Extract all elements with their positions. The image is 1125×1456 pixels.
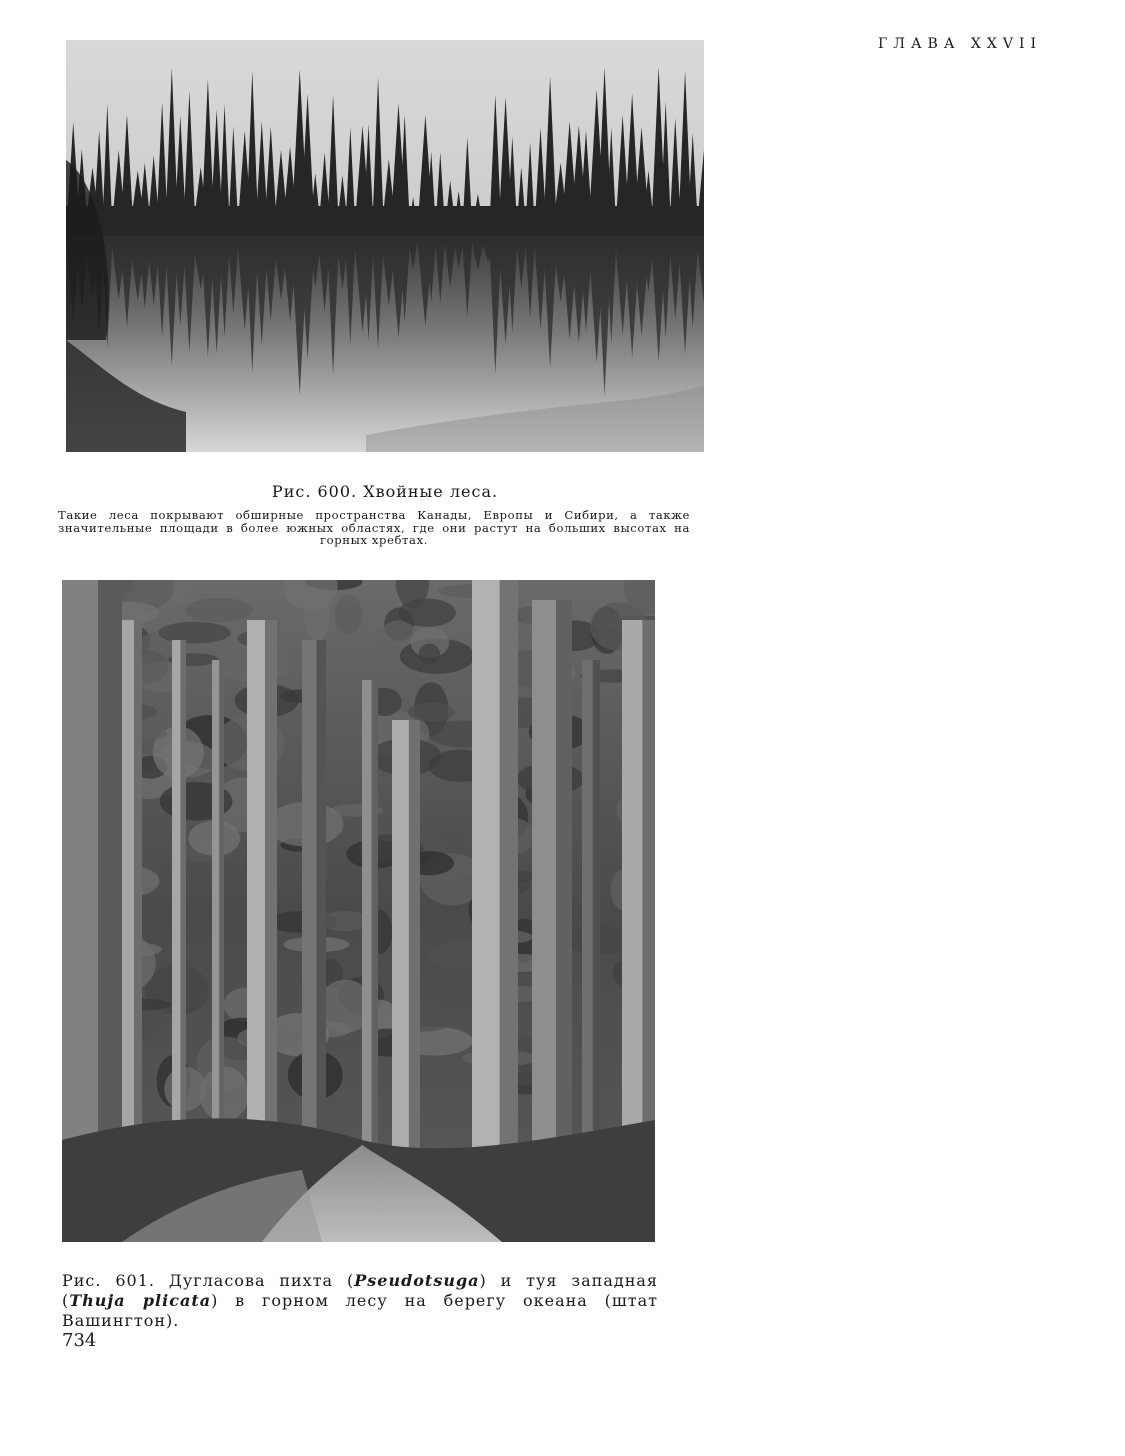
figure-600-description: Такие леса покрывают обширные пространства Канады, Европы и Сибири, а также значительные площади в более южных областях, где они растут на больших высотах на горных хребтах. [58,508,690,547]
figure-601-caption [62,1271,658,1331]
figure-600-title: Рис. 600. Хвойные леса. [271,482,499,501]
running-head: ГЛАВА XXVII [878,36,1042,52]
caption-601-end: ) в горном лесу на берегу океана (штат Вашингтон). [62,1291,659,1330]
lake-forest-illustration [66,40,704,452]
photo-douglas-fir-forest [62,580,655,1242]
caption-601-mid: ) и туя западная ( [62,1271,659,1310]
fir-forest-illustration [62,580,655,1242]
photo-coniferous-lake [66,40,704,452]
page-number: 734 [62,1330,97,1351]
caption-601-genus-2: Thuja plicata [69,1291,212,1310]
caption-601-genus-1: Pseudotsuga [354,1271,480,1290]
caption-601-start: Рис. 601. Дугласова пихта ( [62,1271,355,1290]
